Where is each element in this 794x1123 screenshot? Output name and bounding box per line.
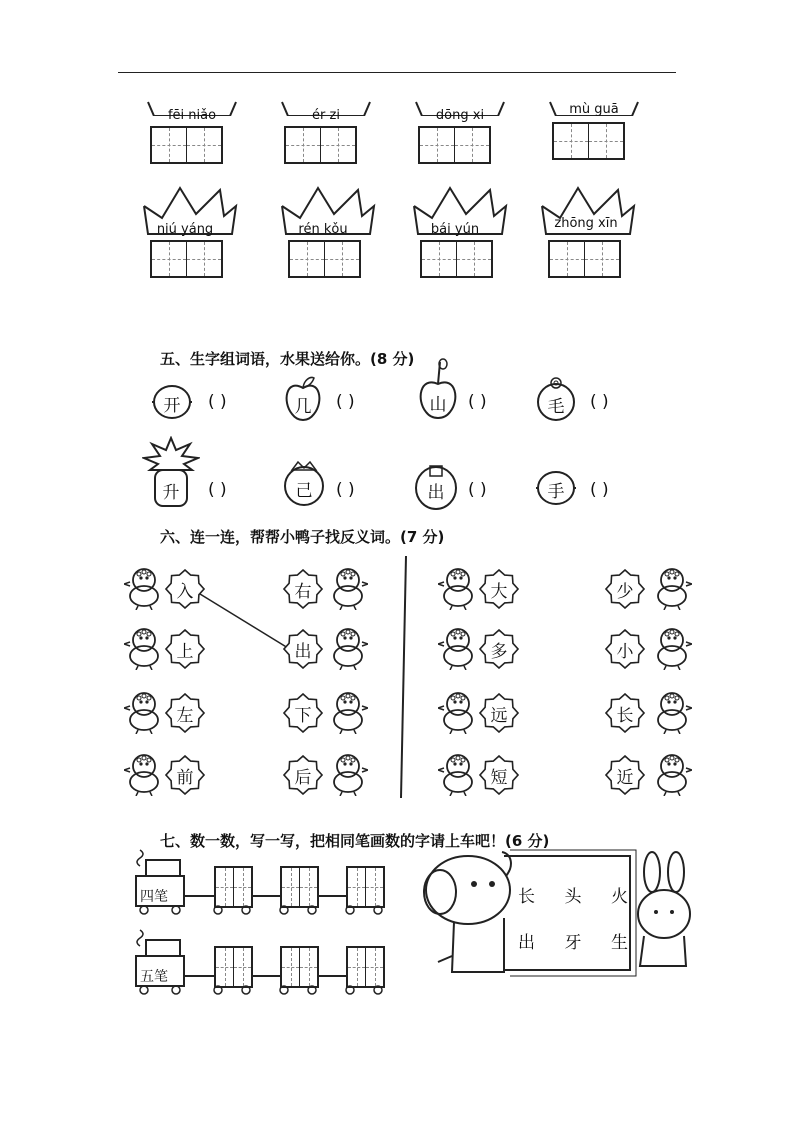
- word-badge[interactable]: [166, 756, 204, 794]
- train: [130, 846, 386, 916]
- elephant-icon: [424, 852, 511, 972]
- train-car-grid[interactable]: [214, 866, 253, 908]
- word-badge[interactable]: [606, 756, 644, 794]
- section6-title: 六、连一连，帮帮小鸭子找反义词。(7 分): [160, 528, 445, 546]
- duck-icon: [328, 566, 368, 614]
- word-row: [518, 882, 628, 907]
- word-char[interactable]: 头: [564, 887, 582, 907]
- train-car-grid[interactable]: [346, 946, 385, 988]
- rabbit-icon: [638, 852, 690, 966]
- answer-blank[interactable]: ( ): [336, 480, 355, 500]
- duck-icon: [124, 752, 164, 800]
- duck-icon: [438, 690, 478, 738]
- badge-char: 左: [176, 705, 194, 726]
- train-car-grid[interactable]: [280, 946, 319, 988]
- answer-blank[interactable]: ( ): [590, 392, 609, 412]
- badge-char: 短: [490, 767, 508, 788]
- word-char[interactable]: 出: [518, 933, 535, 953]
- badge-char: 长: [616, 705, 634, 726]
- pinyin-label: rén kǒu: [298, 222, 348, 237]
- badge-char: 大: [490, 581, 508, 602]
- fruit-char: 升: [162, 483, 180, 503]
- word-badge[interactable]: [480, 694, 518, 732]
- badge-char: 小: [616, 641, 634, 662]
- word-badge[interactable]: [284, 630, 322, 668]
- badge-char: 入: [176, 581, 194, 602]
- pinyin-label: niú yáng: [156, 222, 214, 237]
- word-badge[interactable]: [480, 570, 518, 608]
- fruit-char: 毛: [547, 397, 565, 417]
- word-badge[interactable]: [606, 630, 644, 668]
- train-car-grid[interactable]: [280, 866, 319, 908]
- answer-blank[interactable]: ( ): [208, 480, 227, 500]
- badge-char: 远: [490, 705, 508, 726]
- word-badge[interactable]: [606, 570, 644, 608]
- answer-blank[interactable]: ( ): [468, 392, 487, 412]
- duck-icon: [328, 690, 368, 738]
- badge-char: 近: [616, 767, 634, 788]
- duck-icon: [124, 566, 164, 614]
- badge-char: 少: [616, 581, 634, 602]
- duck-icon: [438, 752, 478, 800]
- word-badge[interactable]: [480, 756, 518, 794]
- example-connection-line: [200, 594, 288, 648]
- duck-icon: [652, 566, 692, 614]
- fruit-char: 开: [163, 396, 181, 416]
- word-badge[interactable]: [166, 694, 204, 732]
- duck-icon: [438, 626, 478, 674]
- word-badge[interactable]: [284, 694, 322, 732]
- answer-blank[interactable]: ( ): [590, 480, 609, 500]
- word-badge[interactable]: [606, 694, 644, 732]
- fruit-char: 己: [295, 481, 313, 501]
- word-char[interactable]: 长: [518, 887, 535, 907]
- column-divider: [401, 556, 406, 798]
- duck-icon: [438, 566, 478, 614]
- train-label: 五笔: [140, 969, 168, 985]
- badge-char: 上: [176, 641, 194, 662]
- train-label: 四笔: [140, 889, 168, 905]
- badge-char: 多: [490, 641, 508, 662]
- badge-char: 前: [176, 767, 194, 788]
- badge-char: 出: [294, 641, 312, 662]
- word-badge[interactable]: [166, 630, 204, 668]
- duck-icon: [652, 626, 692, 674]
- word-char[interactable]: 生: [611, 933, 628, 953]
- badge-char: 下: [294, 705, 312, 726]
- duck-icon: [124, 626, 164, 674]
- answer-blank[interactable]: ( ): [336, 392, 355, 412]
- word-char[interactable]: 火: [611, 887, 628, 907]
- pinyin-label: ér zi: [312, 108, 340, 123]
- elephant-rabbit-illustration: [420, 846, 700, 986]
- train: [130, 926, 386, 996]
- pinyin-label: fēi niǎo: [167, 108, 217, 123]
- answer-blank[interactable]: ( ): [208, 392, 227, 412]
- fruit-char: 手: [547, 482, 565, 502]
- duck-icon: [652, 752, 692, 800]
- section5-title: 五、生字组词语，水果送给你。(8 分): [160, 350, 415, 368]
- word-char[interactable]: 牙: [564, 933, 582, 953]
- duck-icon: [124, 690, 164, 738]
- word-badge[interactable]: [166, 570, 204, 608]
- train-car-grid[interactable]: [346, 866, 385, 908]
- train-car-grid[interactable]: [214, 946, 253, 988]
- fruit-char: 山: [429, 395, 447, 415]
- pinyin-label: bái yún: [430, 222, 480, 237]
- fruit-char: 出: [427, 483, 445, 503]
- word-badge[interactable]: [284, 756, 322, 794]
- section7-title: 七、数一数，写一写，把相同笔画数的字请上车吧！(6 分): [160, 832, 550, 850]
- answer-blank[interactable]: ( ): [468, 480, 487, 500]
- duck-icon: [652, 690, 692, 738]
- pinyin-label: mù guā: [569, 102, 619, 117]
- word-row: [518, 928, 628, 953]
- fruit-char: 几: [294, 397, 312, 417]
- badge-char: 右: [294, 581, 312, 602]
- duck-icon: [328, 752, 368, 800]
- pinyin-label: zhōng xīn: [554, 216, 618, 231]
- word-badge[interactable]: [284, 570, 322, 608]
- badge-char: 后: [294, 767, 312, 788]
- word-badge[interactable]: [480, 630, 518, 668]
- duck-icon: [328, 626, 368, 674]
- pinyin-label: dōng xi: [435, 108, 485, 123]
